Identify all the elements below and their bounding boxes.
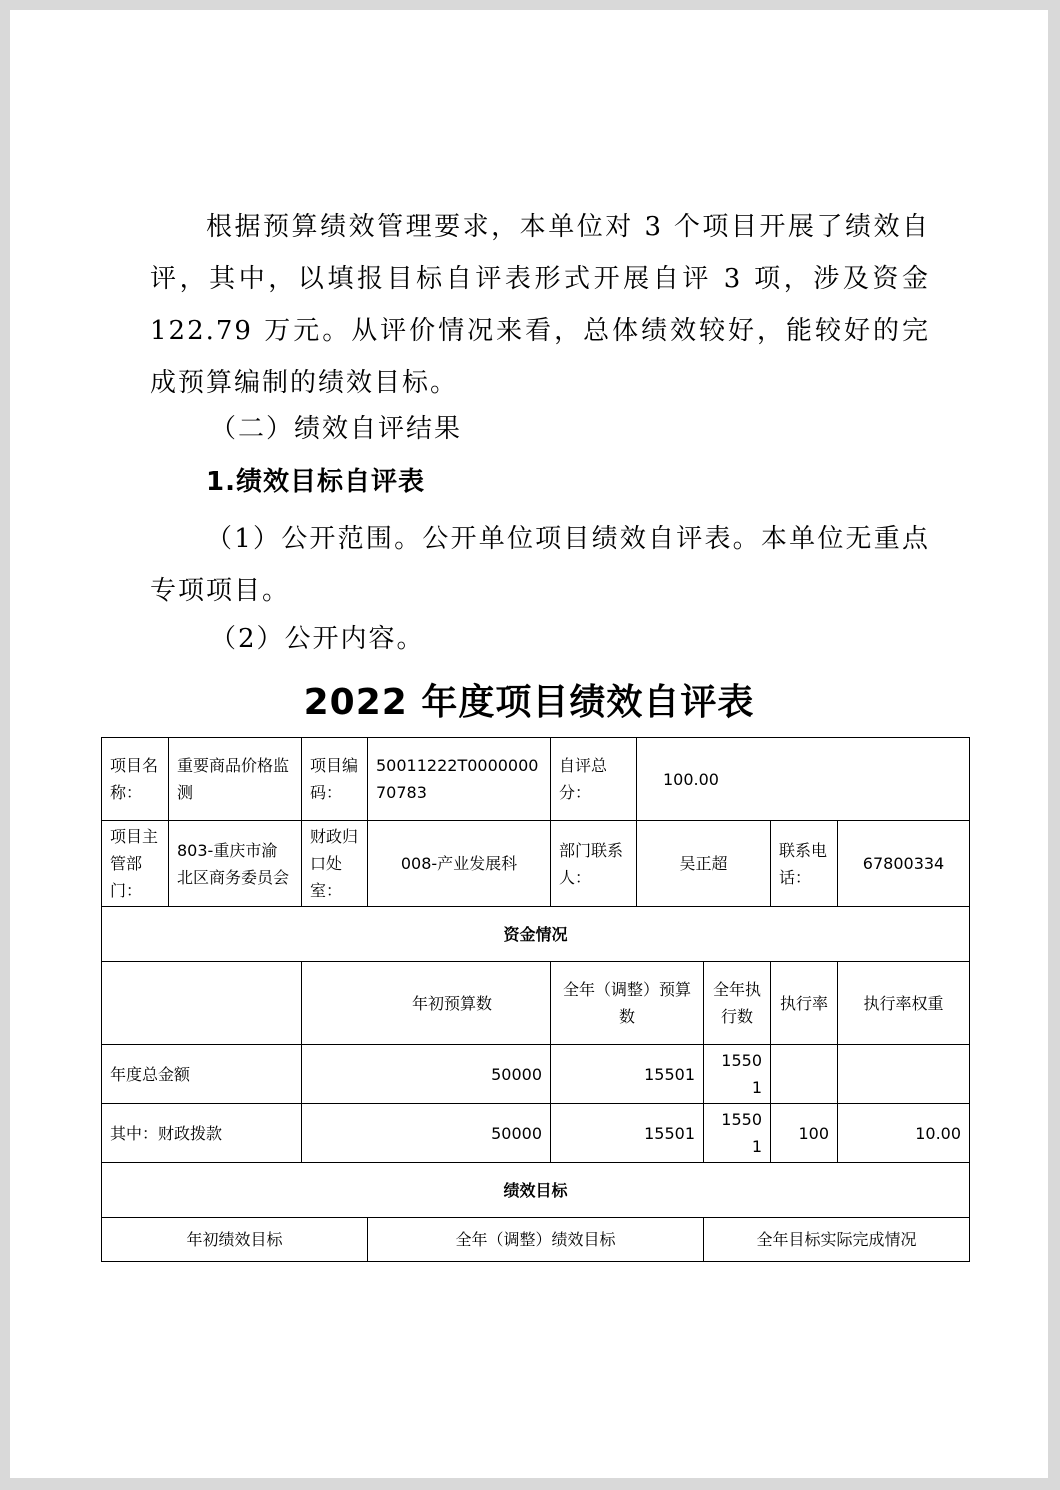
table-header-cell: 全年目标实际完成情况	[704, 1218, 970, 1262]
table-header-cell: 全年（调整）绩效目标	[368, 1218, 704, 1262]
table-header-cell	[102, 962, 302, 1045]
table-cell: 年度总金额	[102, 1045, 302, 1104]
table-cell: 15501	[551, 1104, 704, 1163]
table-header-cell: 年初绩效目标	[102, 1218, 368, 1262]
table-row	[102, 1218, 970, 1262]
office-label: 财政归口处室：	[302, 821, 368, 907]
funds-header: 资金情况	[102, 907, 970, 962]
dept-value: 803-重庆市渝北区商务委员会	[169, 821, 302, 907]
scope-paragraph: （1）公开范围。公开单位项目绩效自评表。本单位无重点专项项目。	[150, 524, 930, 606]
table-cell: 15501	[704, 1045, 771, 1104]
table-row	[102, 738, 970, 821]
table-header-cell: 全年执行数	[704, 962, 771, 1045]
table-cell	[838, 1045, 970, 1104]
table-cell: 50000	[302, 1104, 551, 1163]
phone-label: 联系电话：	[771, 821, 838, 907]
table-cell: 其中：财政拨款	[102, 1104, 302, 1163]
table-cell: 100	[771, 1104, 838, 1163]
contact-label: 部门联系人：	[551, 821, 637, 907]
table-header-cell	[838, 962, 970, 1045]
table-cell: 15501	[704, 1104, 771, 1163]
phone-value: 67800334	[838, 821, 970, 907]
content-paragraph: （2）公开内容。	[210, 624, 425, 654]
goals-header: 绩效目标	[102, 1163, 970, 1218]
project-name-value: 重要商品价格监测	[169, 738, 302, 821]
contact-value: 吴正超	[637, 821, 771, 907]
project-code-label: 项目编码：	[302, 738, 368, 821]
table-cell	[771, 1045, 838, 1104]
office-value: 008-产业发展科	[368, 821, 551, 907]
table-row	[102, 907, 970, 962]
intro-paragraph: 根据预算绩效管理要求，本单位对 3 个项目开展了绩效自评，其中，以填报目标自评表形式开展自评 3 项，涉及资金 122.79 万元。从评价情况来看，总体绩效较好，能较好的完成预算编制的绩效目标。	[150, 212, 930, 398]
table-cell: 15501	[551, 1045, 704, 1104]
table-cell: 50000	[302, 1045, 551, 1104]
document-page	[10, 10, 1048, 1478]
table-header-cell: 年初预算数	[302, 962, 551, 1045]
table-row	[102, 821, 970, 907]
project-name-label: 项目名称：	[102, 738, 169, 821]
subsection-heading: 1.绩效目标自评表	[206, 467, 425, 497]
project-code-value: 50011222T000000070783	[368, 738, 551, 821]
total-score-value: 100.00	[637, 738, 970, 821]
self-evaluation-table	[101, 737, 970, 1262]
table-header-cell: 执行率权重	[863, 993, 944, 1013]
table-row	[102, 1104, 970, 1163]
table-row	[102, 1163, 970, 1218]
total-score-label: 自评总分：	[551, 738, 637, 821]
table-title: 2022 年度项目绩效自评表	[303, 682, 755, 723]
table-row	[102, 962, 970, 1045]
table-header-cell: 全年（调整）预算数	[551, 962, 704, 1045]
section-heading: （二）绩效自评结果	[210, 414, 463, 444]
dept-label: 项目主管部门：	[102, 821, 169, 907]
table-cell: 10.00	[838, 1104, 970, 1163]
table-header-cell: 执行率	[771, 962, 838, 1045]
table-row	[102, 1045, 970, 1104]
